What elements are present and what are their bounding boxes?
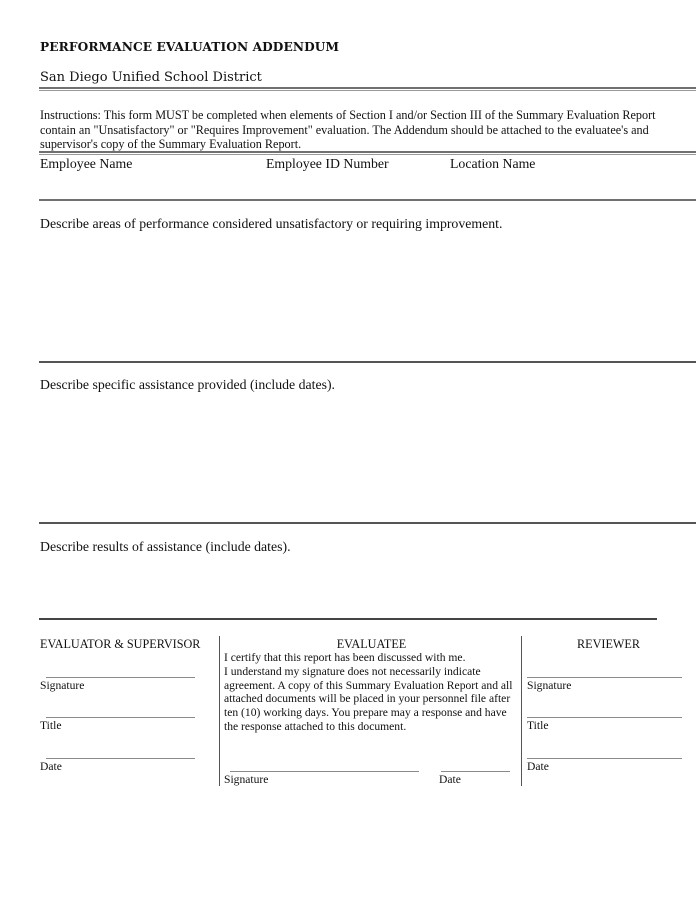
reviewer-title-label: Title bbox=[527, 719, 549, 732]
document-title: PERFORMANCE EVALUATION ADDENDUM bbox=[40, 40, 340, 54]
certification-line: I certify that this report has been discussed with me. bbox=[224, 651, 466, 664]
evaluatee-date-label: Date bbox=[439, 773, 461, 786]
evaluator-date-label: Date bbox=[40, 760, 62, 773]
evaluator-title-label: Title bbox=[40, 719, 62, 732]
employee-name-field[interactable] bbox=[40, 174, 260, 196]
certification-line: the response attached to this document. bbox=[224, 719, 407, 733]
location-name-label: Location Name bbox=[450, 156, 536, 171]
reviewer-signature-label: Signature bbox=[527, 679, 572, 692]
reviewer-date-line[interactable] bbox=[527, 758, 682, 759]
evaluator-title-line[interactable] bbox=[46, 717, 195, 718]
evaluator-date-line[interactable] bbox=[46, 758, 195, 759]
reviewer-title-line[interactable] bbox=[527, 717, 682, 718]
certification-line: I understand my signature does not necessarily indicate bbox=[224, 664, 481, 678]
evaluator-signature-line[interactable] bbox=[46, 677, 195, 678]
employee-id-label: Employee ID Number bbox=[266, 156, 389, 171]
section-unsatisfactory-field[interactable] bbox=[40, 236, 690, 356]
location-name-field[interactable] bbox=[450, 174, 690, 196]
district-name: San Diego Unified School District bbox=[40, 70, 262, 85]
evaluatee-date-line[interactable] bbox=[441, 771, 510, 772]
evaluatee-signature-line[interactable] bbox=[230, 771, 419, 772]
certification-line: attached documents will be placed in your personnel file after bbox=[224, 692, 511, 706]
evaluatee-signature-label: Signature bbox=[224, 773, 269, 786]
certification-line: ten (10) working days. You prepare may a response and have bbox=[224, 706, 507, 720]
section-results-field[interactable] bbox=[40, 559, 655, 614]
evaluator-signature-label: Signature bbox=[40, 679, 85, 692]
column-divider-left bbox=[219, 636, 220, 786]
certification-line: agreement. A copy of this Summary Evaluation Report and all bbox=[224, 678, 513, 692]
employee-name-label: Employee Name bbox=[40, 156, 133, 171]
column-divider-right bbox=[521, 636, 522, 786]
instructions-text: Instructions: This form MUST be completed when elements of Section I and/or Section III of the Summary Evaluation Report contain an "Unsatisfactory" or "Requires Improvement" evaluation. The Addendum should be attached to the evaluatee's and supervisor's copy of the Summary Evaluation Report. bbox=[40, 108, 656, 152]
employee-id-field[interactable] bbox=[266, 174, 446, 196]
section-2-rule bbox=[39, 522, 696, 524]
section-results-prompt: Describe results of assistance (include dates). bbox=[40, 539, 291, 554]
section-unsatisfactory-prompt: Describe areas of performance considered unsatisfactory or requiring improvement. bbox=[40, 216, 503, 231]
section-assistance-prompt: Describe specific assistance provided (include dates). bbox=[40, 377, 335, 392]
instructions-rule bbox=[39, 151, 696, 153]
evaluatee-certification bbox=[224, 651, 524, 734]
section-assistance-field[interactable] bbox=[40, 397, 690, 517]
reviewer-heading: REVIEWER bbox=[577, 637, 640, 651]
section-3-rule bbox=[39, 618, 657, 620]
header-rule bbox=[39, 87, 696, 89]
section-1-rule bbox=[39, 361, 696, 363]
reviewer-date-label: Date bbox=[527, 760, 549, 773]
header-rule-secondary bbox=[39, 90, 696, 91]
instructions-rule-secondary bbox=[39, 154, 696, 155]
evaluator-heading: EVALUATOR & SUPERVISOR bbox=[40, 637, 201, 651]
evaluatee-heading: EVALUATEE bbox=[336, 637, 407, 651]
employee-fields-rule bbox=[39, 199, 696, 201]
reviewer-signature-line[interactable] bbox=[527, 677, 682, 678]
